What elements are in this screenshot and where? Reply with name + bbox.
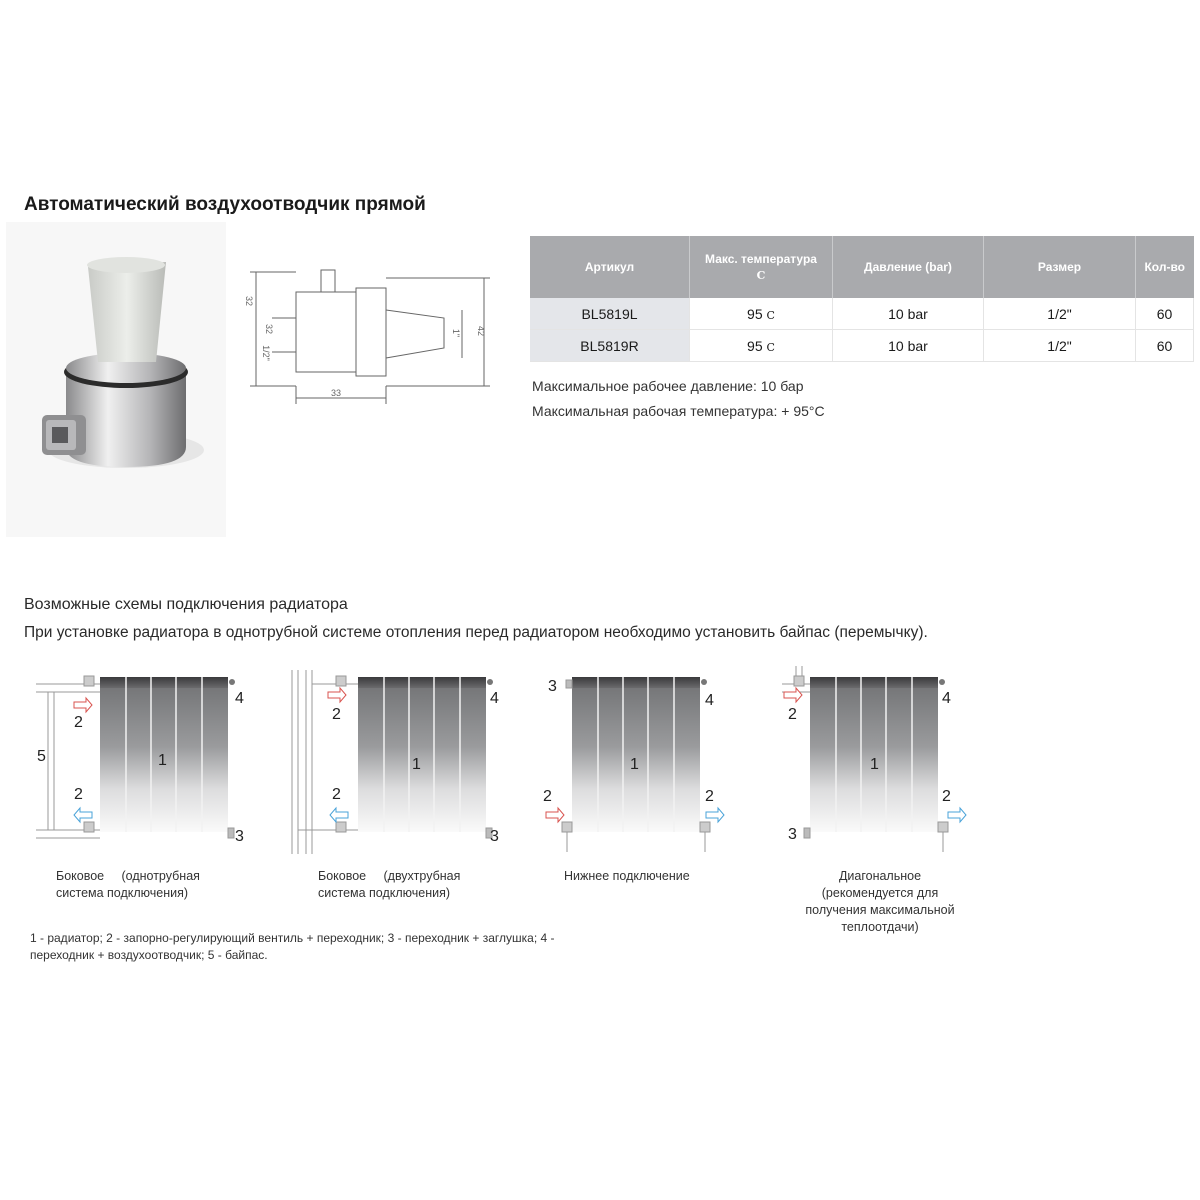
- dim-label: 32: [264, 323, 275, 335]
- table-header-row: [530, 236, 1194, 298]
- label-valve: 2: [74, 786, 83, 803]
- table-row: [530, 330, 1194, 362]
- column-header: Давление (bar): [833, 236, 984, 298]
- scheme-caption: Боковое (однотрубная система подключения): [56, 869, 200, 900]
- unit-label: C: [756, 268, 766, 282]
- label-air-vent: 4: [705, 692, 714, 709]
- label-radiator: 1: [158, 752, 167, 769]
- section-title: Возможные схемы подключения радиатора: [24, 596, 348, 613]
- legend-line: 1 - радиатор; 2 - запорно-регулирующий вентиль + переходник; 3 - переходник + заглушка; 4 -: [30, 931, 555, 945]
- scheme-caption: Нижнее подключение: [564, 869, 690, 883]
- scheme-diagonal: [778, 662, 1018, 862]
- label-valve: 2: [332, 786, 341, 803]
- dim-label: 32: [244, 295, 255, 307]
- table-row: [530, 298, 1194, 330]
- label-plug: 3: [490, 828, 499, 845]
- cell-pressure: 10 bar: [833, 330, 984, 362]
- section-text: При установке радиатора в однотрубной системе отопления перед радиатором необходимо установить байпас (перемычку).: [24, 624, 928, 641]
- legend-line: переходник + воздухоотводчик; 5 - байпас.: [30, 948, 268, 962]
- label-plug: 3: [788, 826, 797, 843]
- scheme-side-two-pipe: [288, 662, 528, 862]
- cell-pressure: 10 bar: [833, 298, 984, 330]
- label-valve: 2: [705, 788, 714, 805]
- cell-quantity: 60: [1136, 330, 1194, 362]
- column-header: Размер: [984, 236, 1136, 298]
- cell-quantity: 60: [1136, 298, 1194, 330]
- scheme-caption: Диагональное (рекомендуется для получения максимальной теплоотдачи): [805, 869, 955, 934]
- scheme-side-single-pipe: [28, 662, 268, 862]
- label-air-vent: 4: [490, 690, 499, 707]
- label-valve: 2: [942, 788, 951, 805]
- column-header: Кол-во: [1136, 236, 1194, 298]
- column-header: Артикул: [530, 236, 690, 298]
- label-plug: 3: [548, 678, 557, 695]
- cell-size: 1/2": [984, 298, 1136, 330]
- cell-temperature: 95 C: [690, 298, 833, 330]
- dim-label: 1": [451, 328, 462, 338]
- label-radiator: 1: [412, 756, 421, 773]
- scheme-caption: Боковое (двухтрубная система подключения): [318, 869, 461, 900]
- max-pressure-note: Максимальное рабочее давление: 10 бар: [532, 378, 804, 394]
- dim-label: 33: [331, 388, 342, 398]
- cell-size: 1/2": [984, 330, 1136, 362]
- cell-article: BL5819R: [530, 330, 690, 362]
- spec-table: [530, 236, 1194, 362]
- label-valve: 2: [332, 706, 341, 723]
- label-air-vent: 4: [235, 690, 244, 707]
- label-valve: 2: [788, 706, 797, 723]
- page-title: Автоматический воздухоотводчик прямой: [24, 194, 426, 215]
- label-radiator: 1: [630, 756, 639, 773]
- label-air-vent: 4: [942, 690, 951, 707]
- column-header: Макс. температура C: [690, 236, 833, 298]
- cell-temperature: 95 C: [690, 330, 833, 362]
- max-temperature-note: Максимальная рабочая температура: + 95°C: [532, 403, 825, 419]
- label-valve: 2: [543, 788, 552, 805]
- label-valve: 2: [74, 714, 83, 731]
- label-radiator: 1: [870, 756, 879, 773]
- scheme-bottom-connection: [538, 662, 778, 862]
- technical-drawing: [236, 258, 498, 414]
- product-photo: [6, 222, 226, 537]
- dim-label: 1/2": [260, 345, 271, 361]
- label-bypass: 5: [37, 748, 46, 765]
- cell-article: BL5819L: [530, 298, 690, 330]
- dim-label: 42: [476, 325, 487, 337]
- legend: [30, 930, 555, 964]
- label-plug: 3: [235, 828, 244, 845]
